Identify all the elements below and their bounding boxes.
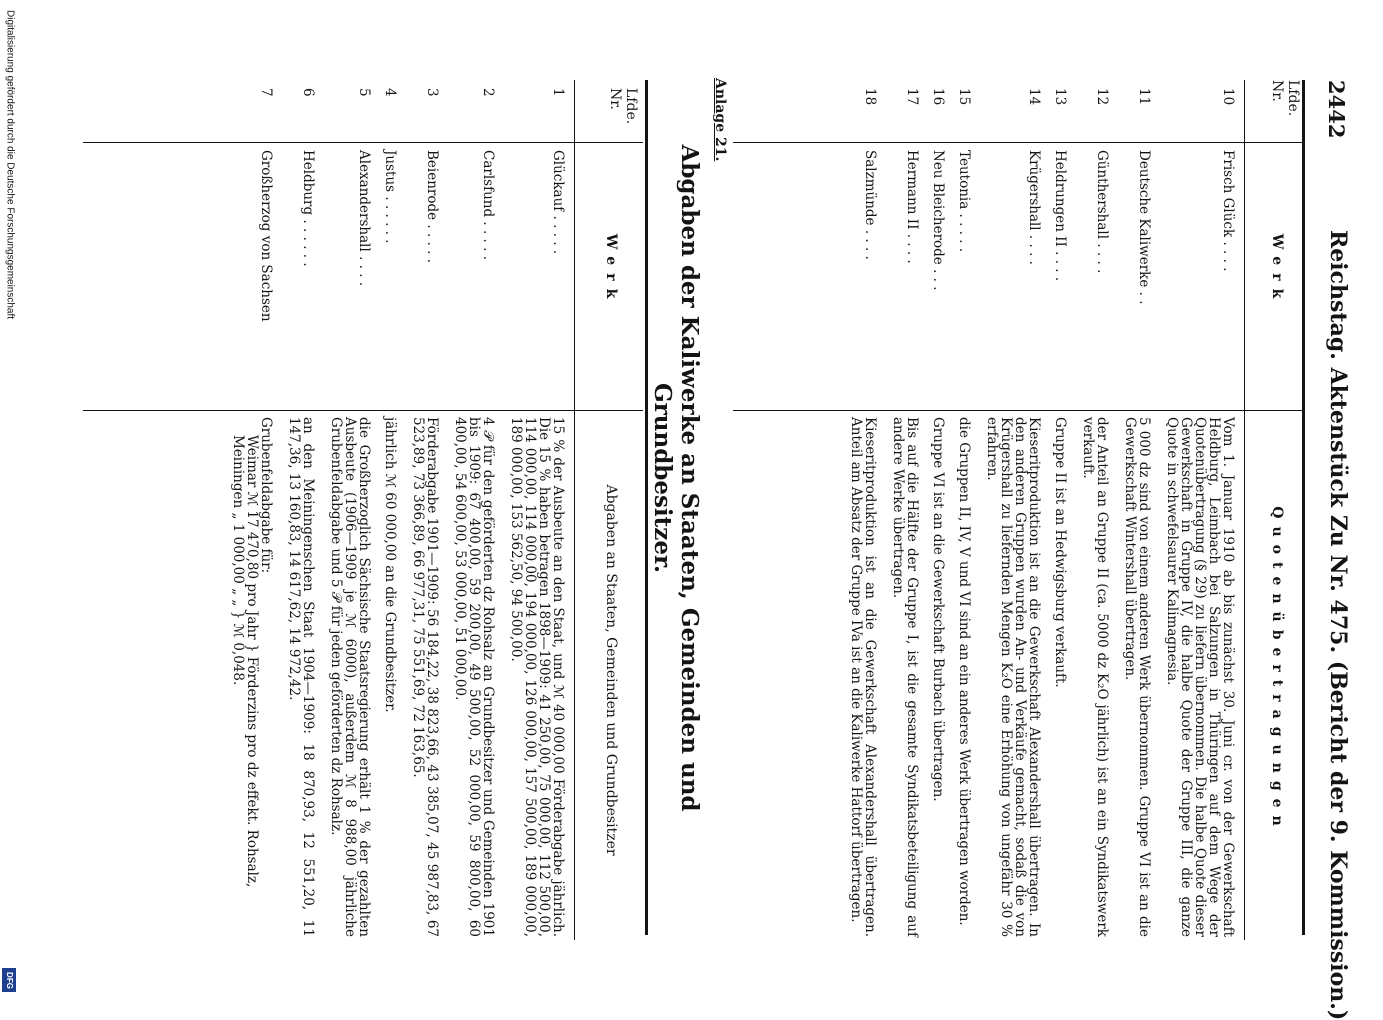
quota-table	[848, 80, 1303, 940]
t2-head-rule	[574, 80, 575, 940]
table-row: 15 Teutonia . . . . . die Gruppen II, IV, V und VI sind an ein anderes Werk übertragen worden.	[956, 88, 972, 926]
col-wert: Werk	[1269, 233, 1285, 307]
col-quoten: Quotenübertragungen	[1269, 506, 1285, 834]
credit-text: Digitalisierung gefördert durch die Deutsche Forschungsgemeinschaft	[4, 10, 16, 320]
table-row: 18 Salzmünde . . . . Kieseritproduktion ist an die Gewerkschaft Alexandershall übertragen. Anteil am Absatz der Gruppe IVa ist an die Kaliwerke Hattorf übertragen.	[848, 88, 878, 937]
levies-table-header	[575, 80, 643, 940]
table-row: 10 Frisch Glück . . . . Vom 1. Januar 1910 ab bis zunächst 30. Juni cr. von der Gewerkschaft Heldburg, Leimbach bei Salzungen in Thüringen auf dem Wege der Quotenübertragung (§ 29) zu liefern übernommen. Die halbe Quote dieser Gewerkschaft in Gruppe IV, die halbe Quote der Gruppe III, die ganze Quote in schwefelsaurer Kalimagnesia.	[1164, 88, 1236, 937]
section-title: Abgaben der Kaliwerke an Staaten, Gemeinden und Grundbesitzer.	[649, 144, 703, 812]
table-row: 16 Neu Bleicherode . . . Gruppe VI ist an die Gewerkschaft Burbach übertragen.	[930, 88, 946, 802]
anlage-label: Anlage 21.	[712, 78, 728, 162]
dfg-logo: DFG	[2, 968, 16, 992]
col-nr: Lfde. Nr.	[607, 88, 639, 125]
table-row: 4 Justus . . . . . . jährlich ℳ 60 000,00 an die Grundbesitzer.	[382, 88, 398, 713]
table-row: 5 Alexandershall . . . . die Großherzoglich Sächsische Staatsregierung erhält 1 % der gezahlten Ausbeute (1906—1909 je ℳ 6000), außerdem ℳ 8 988,00 jährliche Grubenfeldabgabe und 5 𝒫 für jeden geförderten dz Rohsalz.	[328, 88, 372, 937]
col-abgaben: Abgaben an Staaten, Gemeinden und Grundbesitzer	[603, 484, 619, 856]
table-row: 3 Beienrode . . . . . Förderabgabe 1901—1909: 56 184,22, 38 823,66, 43 385,07, 45 987,83, 67 523,89, 73 366,89, 66 977,31, 75 551,69, 72 163,65.	[410, 88, 440, 937]
table-row: 7 Großherzog von Sachsen Grubenfeldabgabe für: Weimar ℳ 17 470,80 pro Jahr } Förderzins pro dz effekt. Rohsalz, Meiningen „ 1 000,00 „ „ } ℳ 0,048.	[230, 88, 274, 888]
running-head: Reichstag. Aktenstück Zu Nr. 475. (Bericht der 9. Kommission.)	[1325, 230, 1351, 1020]
col-wert: Werk	[603, 233, 619, 307]
page-header	[1321, 0, 1353, 1020]
levies-table	[230, 80, 643, 940]
t1-head-rule	[1244, 80, 1245, 940]
page-number: 2442	[1324, 80, 1349, 139]
table-row: 13 Heldrungen II . . . . Gruppe II ist an Hedwigsburg verkauft.	[1052, 88, 1068, 688]
table-row: 17 Hermann II . . . . Bis auf die Hälfte der Gruppe I, ist die gesamte Syndikatsbeteiligung auf andere Werke übertragen.	[890, 88, 920, 937]
table-row: 1 Glückauf . . . . . 15 % der Ausbeute an den Staat, und ℳ 40 000,00 Förderabgabe jährlich. Die 15 % haben betragen 1898—1909: 41 250,00, 75 000,00, 112 500,00, 114 000,00, 114 000,00, 194 000,00, 126 000,00, 157 500,00, 189 000,00, 189 000,00, 153 562,50, 94 500,00.	[508, 88, 566, 937]
table-row: 14 Krügershall . . . . Kieseritproduktion ist an die Gewerkschaft Alexandershall übertragen. In den anderen Gruppen wurden An- und Verkäufe gemacht, sodaß die von Krügershall zu liefernden Mengen K₂O eine Erhöhung von ungefähr 30 % erfahren.	[984, 88, 1042, 937]
table-row: 6 Heldburg . . . . . . an den Meiningenschen Staat 1904—1909: 18 870,93, 12 551,20, 11 147,36, 13 160,83, 14 617,62, 14 972,42.	[286, 88, 316, 937]
table-row: 12 Günthershall . . . . der Anteil an Gruppe II (ca. 5000 dz K₂O jährlich) ist an ein Syndikatswerk verkauft.	[1080, 88, 1110, 937]
t2-top-rule	[645, 80, 648, 935]
quota-table-header	[1245, 80, 1303, 940]
col-nr: Lfde. Nr.	[1269, 80, 1301, 117]
table-row: 11 Deutsche Kaliwerke . . 5 000 dz sind von einem anderen Werk übernommen. Gruppe VI ist an die Gewerkschaft Wintershall übertragen.	[1122, 88, 1152, 937]
table-row: 2 Carlsfund . . . . . 4 𝒫 für den geförderten dz Rohsalz an Grundbesitzer und Gemeinden 1901 bis 1909: 67 400,00, 59 200,00, 49 500,00, 52 000,00, 59 800,00, 60 400,00, 54 600,00, 53 000,00, 51 000,00.	[452, 88, 496, 937]
